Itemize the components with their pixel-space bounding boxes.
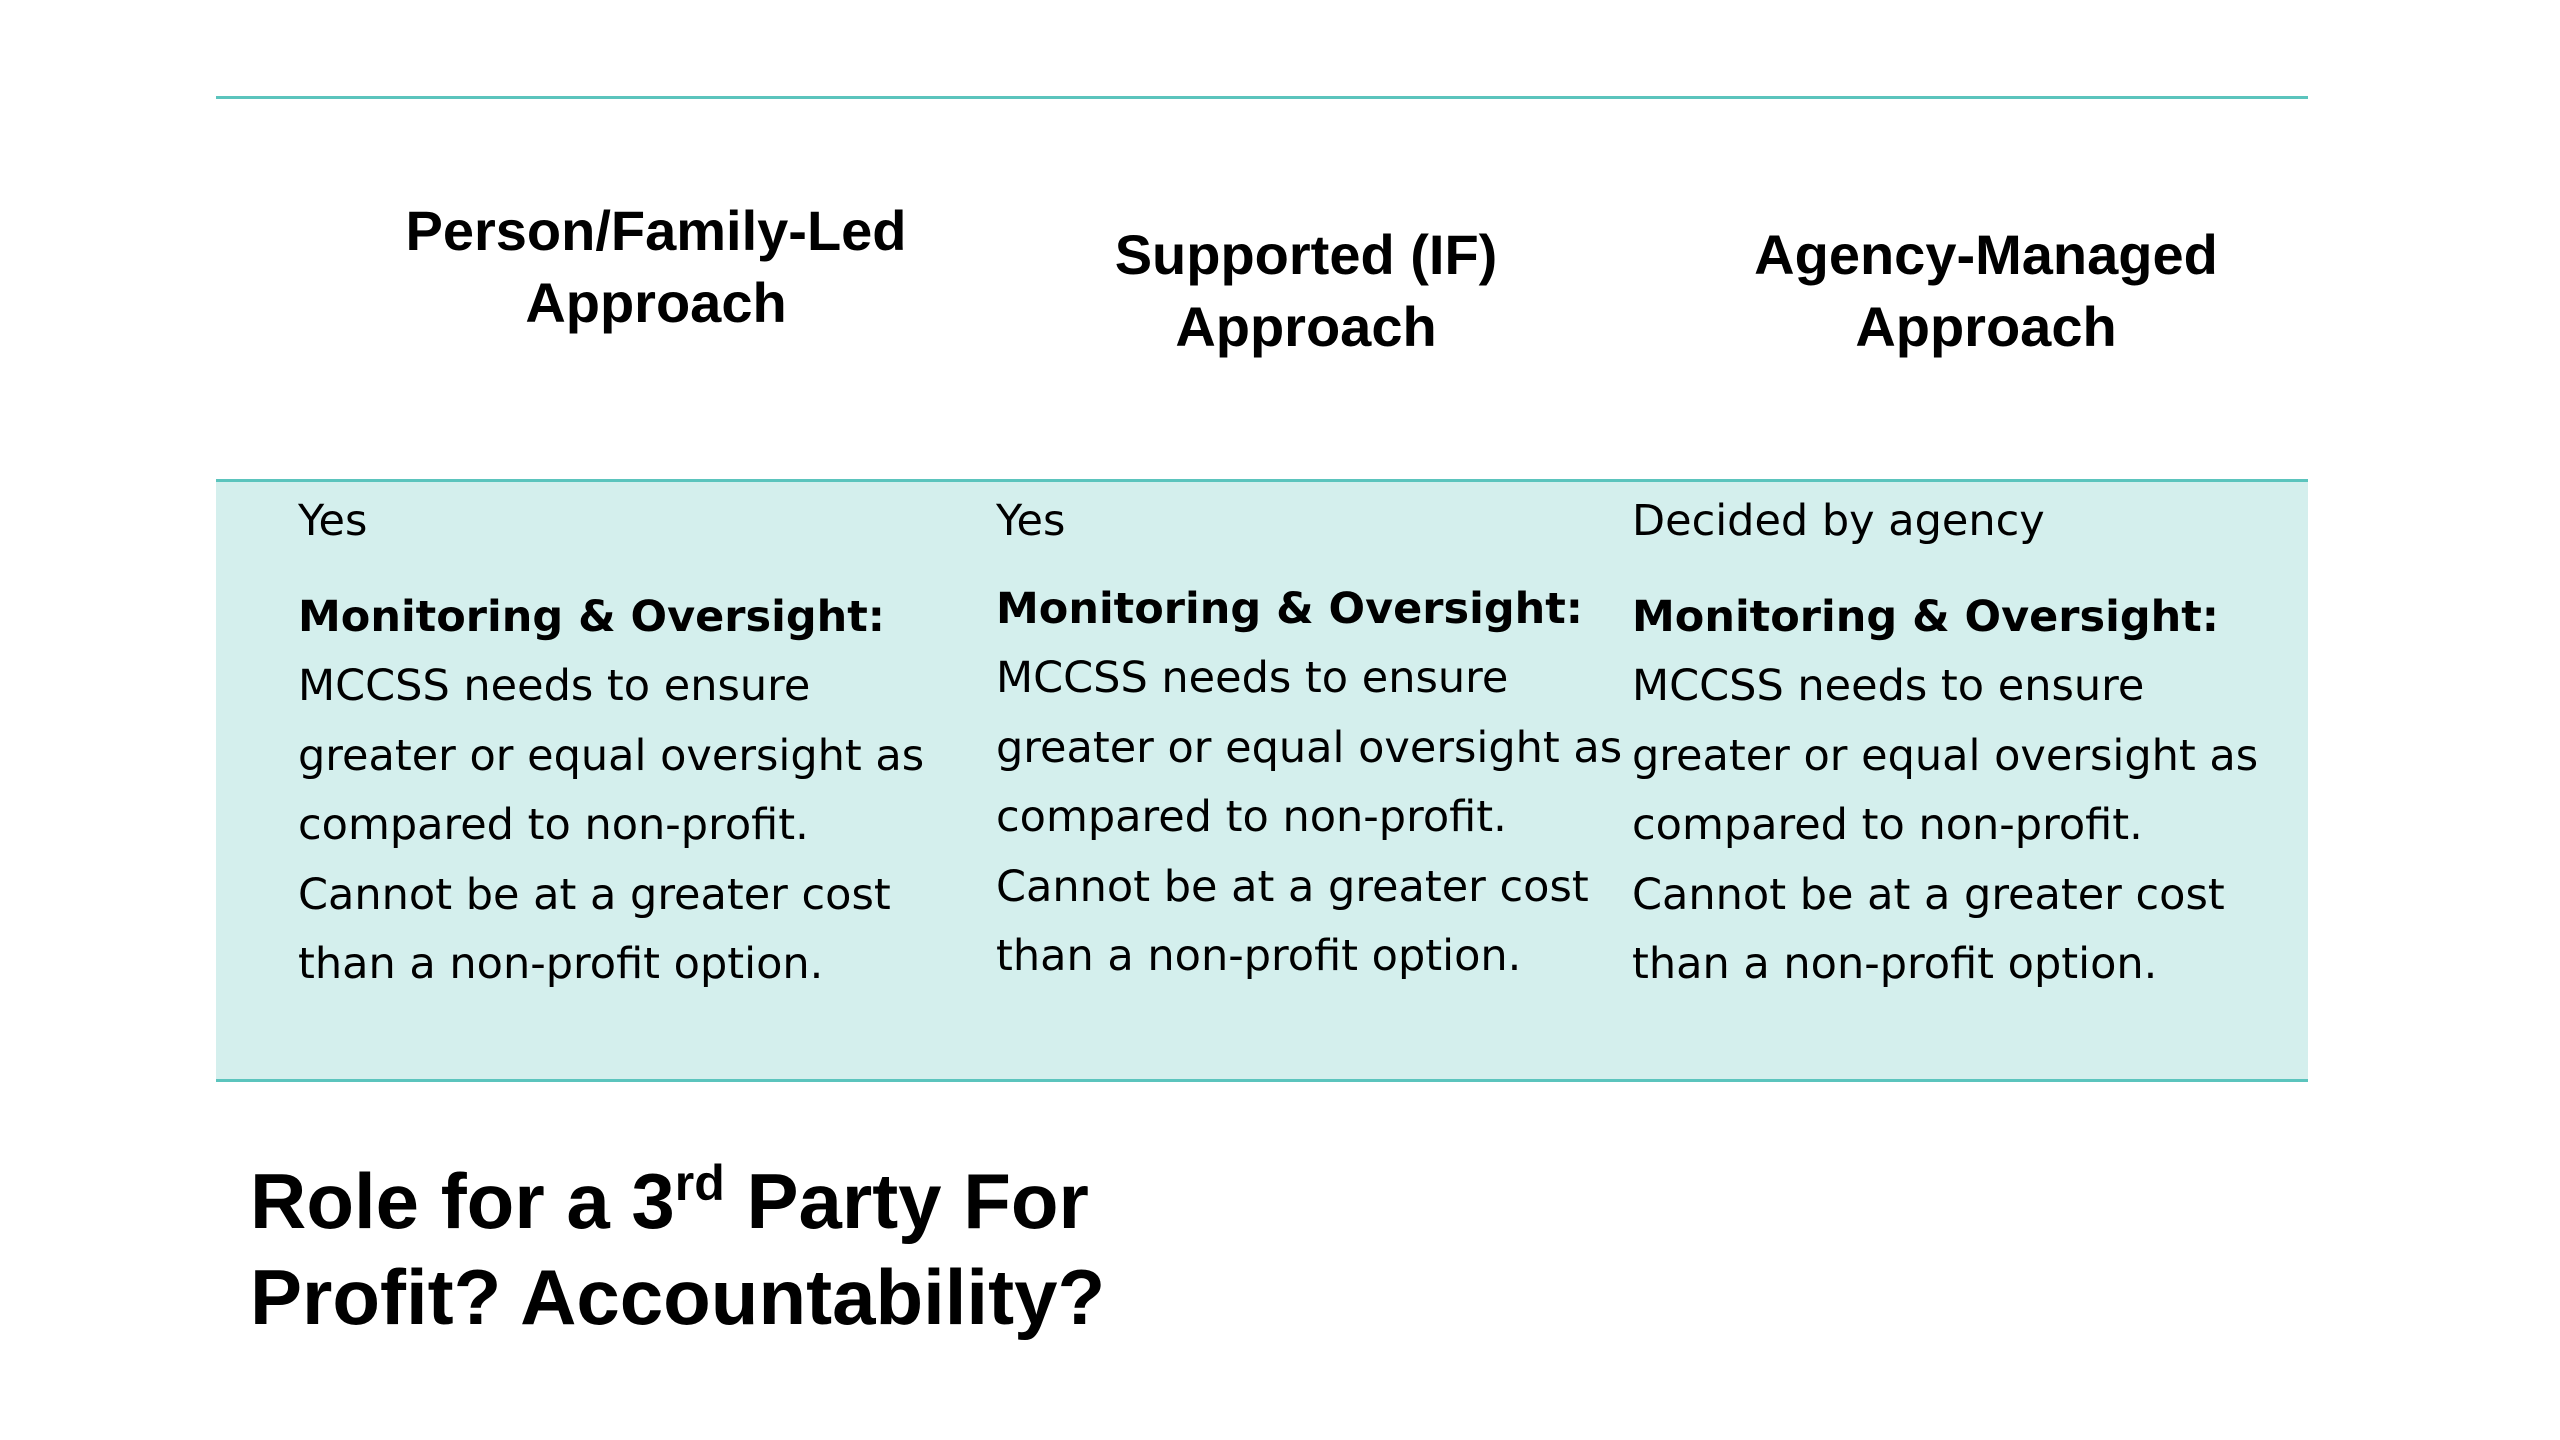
table-cell-supported-if	[996, 487, 1636, 992]
column-header-line2: Approach	[1855, 295, 2117, 358]
column-header-line1: Person/Family-Led	[405, 199, 907, 262]
column-header-person-family-led	[306, 195, 1006, 339]
column-header-line2: Approach	[1175, 295, 1437, 358]
column-header-line1: Agency-Managed	[1754, 223, 2218, 286]
question-part2: Party For	[724, 1157, 1089, 1245]
slide-question-heading	[250, 1155, 1450, 1341]
cell-answer: Yes	[996, 496, 1066, 546]
column-header-line1: Supported (IF)	[1114, 223, 1498, 286]
question-line1	[250, 1155, 1450, 1254]
cell-answer: Decided by agency	[1632, 496, 2045, 546]
monitoring-oversight-text: MCCSS needs to ensure greater or equal oversight as compared to non-profit. Cannot be at a greater cost than a non-profit option.	[1632, 661, 2259, 989]
column-header-supported-if	[976, 219, 1636, 363]
table-header-row	[216, 99, 2308, 480]
table-cell-person-family-led	[298, 487, 938, 1000]
column-header-line2: Approach	[525, 271, 787, 334]
monitoring-oversight-label: Monitoring & Oversight:	[996, 583, 1583, 634]
table-cell-agency-managed	[1632, 487, 2292, 1000]
table-body-row	[216, 479, 2308, 1082]
monitoring-oversight-text: MCCSS needs to ensure greater or equal oversight as compared to non-profit. Cannot be at a greater cost than a non-profit option.	[996, 653, 1623, 981]
monitoring-oversight-text: MCCSS needs to ensure greater or equal oversight as compared to non-profit. Cannot be at a greater cost than a non-profit option.	[298, 661, 925, 989]
monitoring-oversight-label: Monitoring & Oversight:	[1632, 591, 2219, 642]
question-superscript: rd	[674, 1155, 725, 1211]
cell-answer: Yes	[298, 496, 368, 546]
question-part1: Role for a 3	[250, 1157, 675, 1245]
column-header-agency-managed	[1636, 219, 2336, 363]
monitoring-oversight-label: Monitoring & Oversight:	[298, 591, 885, 642]
question-line2: Profit? Accountability?	[250, 1253, 1106, 1341]
